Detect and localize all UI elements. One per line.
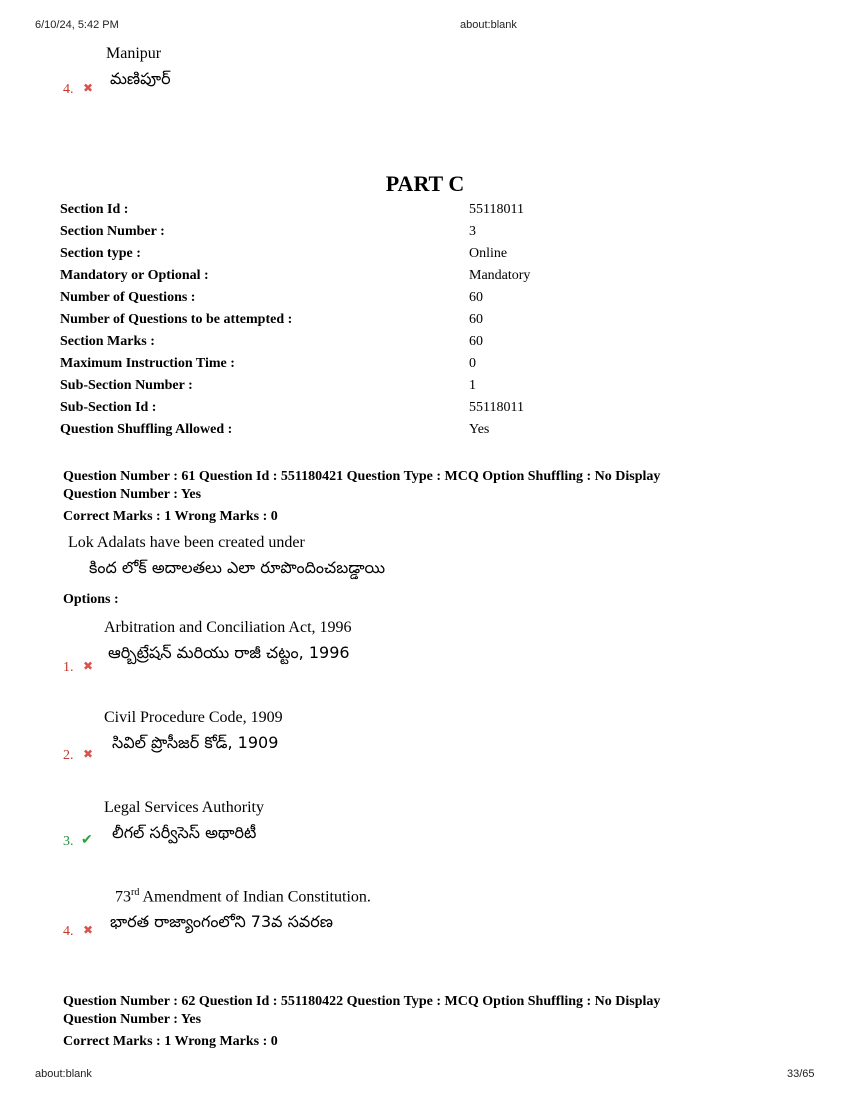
- section-row: [56, 397, 534, 419]
- section-field-value: 55118011: [469, 202, 524, 217]
- question-meta-line-1: Question Number : 61 Question Id : 551180421 Question Type : MCQ Option Shuffling : No Display: [63, 469, 661, 484]
- section-field-value: 55118011: [469, 400, 524, 415]
- section-field-label: Sub-Section Number :: [60, 378, 193, 393]
- section-row: [56, 199, 534, 221]
- section-field-label: Sub-Section Id :: [60, 400, 157, 415]
- question-61-meta: [63, 468, 783, 504]
- section-field-label: Number of Questions to be attempted :: [60, 312, 293, 327]
- question-62-marks: Correct Marks : 1 Wrong Marks : 0: [63, 1034, 278, 1049]
- section-field-value: 60: [469, 312, 483, 327]
- section-details-table: [56, 199, 534, 441]
- section-row: [56, 309, 534, 331]
- section-row: [56, 287, 534, 309]
- question-61-text-en: Lok Adalats have been created under: [68, 534, 305, 551]
- prev-option-text-te: మణిపూర్: [110, 69, 171, 88]
- prev-option-text-en: Manipur: [106, 45, 162, 62]
- option-2-text-te: సివిల్ ప్రొసీజర్ కోడ్, 1909: [112, 733, 279, 752]
- section-row: [56, 353, 534, 375]
- question-meta-line-2: Question Number : Yes: [63, 1012, 202, 1027]
- print-footer-url: about:blank: [35, 1068, 92, 1080]
- option-2-text-en: Civil Procedure Code, 1909: [104, 709, 283, 726]
- section-field-value: 60: [469, 290, 483, 305]
- option-1-text-te: ఆర్బిట్రేషన్ మరియు రాజీ చట్టం, 1996: [108, 643, 350, 662]
- option-3-text-en: Legal Services Authority: [104, 799, 264, 816]
- section-row: [56, 221, 534, 243]
- option-3-number: 3.: [63, 834, 74, 849]
- question-meta-line-2: Question Number : Yes: [63, 487, 202, 502]
- section-field-label: Maximum Instruction Time :: [60, 356, 235, 371]
- option-4-number: 4.: [63, 924, 74, 939]
- section-field-label: Section Marks :: [60, 334, 155, 349]
- cross-icon: ✖: [83, 81, 94, 95]
- cross-icon: ✖: [83, 747, 94, 761]
- section-field-label: Section Number :: [60, 224, 165, 239]
- section-field-label: Section Id :: [60, 202, 129, 217]
- section-field-value: 60: [469, 334, 483, 349]
- section-field-value: Yes: [469, 422, 490, 437]
- section-field-value: 0: [469, 356, 476, 371]
- section-field-label: Question Shuffling Allowed :: [60, 422, 233, 437]
- section-row: [56, 331, 534, 353]
- option-4-text-en: 73rd Amendment of Indian Constitution.: [115, 887, 371, 906]
- print-datetime: 6/10/24, 5:42 PM: [35, 19, 119, 31]
- section-field-value: Online: [469, 246, 508, 261]
- section-row: [56, 419, 534, 441]
- question-62-meta: [63, 993, 783, 1029]
- section-field-value: 1: [469, 378, 476, 393]
- question-meta-line-1: Question Number : 62 Question Id : 551180422 Question Type : MCQ Option Shuffling : No Display: [63, 994, 661, 1009]
- part-title: PART C: [385, 171, 465, 196]
- option-2-number: 2.: [63, 748, 74, 763]
- section-field-value: Mandatory: [469, 268, 531, 283]
- option-4-text-te: భారత రాజ్యాంగంలోని 73వ సవరణ: [110, 912, 333, 931]
- section-row: [56, 243, 534, 265]
- cross-icon: ✖: [83, 923, 94, 937]
- question-61-marks: Correct Marks : 1 Wrong Marks : 0: [63, 509, 278, 524]
- print-page-url: about:blank: [460, 19, 517, 31]
- section-row: [56, 375, 534, 397]
- print-page-number: 33/65: [787, 1068, 815, 1080]
- check-icon: ✔: [81, 833, 93, 848]
- section-field-label: Mandatory or Optional :: [60, 268, 209, 283]
- option-1-text-en: Arbitration and Conciliation Act, 1996: [104, 619, 352, 636]
- section-field-label: Number of Questions :: [60, 290, 196, 305]
- section-field-label: Section type :: [60, 246, 141, 261]
- question-61-text-te: కింద లోక్ అదాలతలు ఎలా రూపొందించబడ్డాయి: [89, 558, 386, 577]
- section-row: [56, 265, 534, 287]
- prev-option-number: 4.: [63, 82, 74, 97]
- options-label: Options :: [63, 592, 119, 607]
- option-1-number: 1.: [63, 660, 74, 675]
- cross-icon: ✖: [83, 659, 94, 673]
- option-3-text-te: లీగల్ సర్వీసెస్ అథారిటీ: [112, 823, 257, 842]
- section-field-value: 3: [469, 224, 476, 239]
